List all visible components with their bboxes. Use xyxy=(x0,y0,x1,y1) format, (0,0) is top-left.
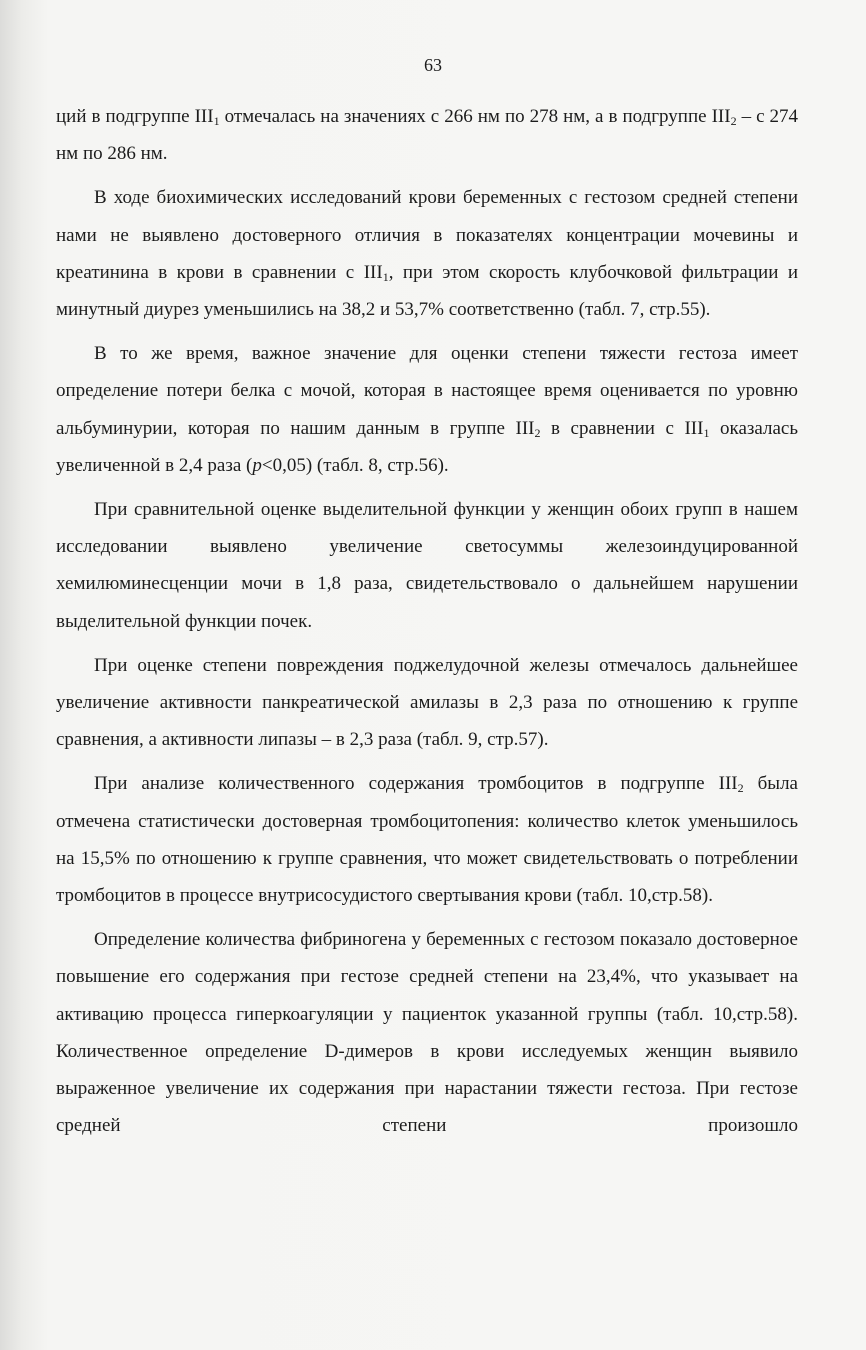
paragraph xyxy=(56,765,798,914)
italic-text: p xyxy=(252,454,262,476)
paragraph xyxy=(56,491,798,640)
text-segment: При оценке степени повреждения поджелудочной железы отмечалось дальнейшее увеличение активности панкреатической амилазы в 2,3 раза по отношению к группе сравнения, а активности липазы – в 2,3 раза (табл. 9, стр.57). xyxy=(56,654,798,751)
subscript: 1 xyxy=(213,114,220,128)
subscript: 2 xyxy=(737,781,744,796)
text-segment: в сравнении с III xyxy=(540,417,704,439)
paragraph xyxy=(56,921,798,1144)
text-segment: , при этом скорость клубочковой фильтрации и минутный диурез уменьшились на 38,2 и 53,7% соответственно (табл. 7, стр.55). xyxy=(56,261,798,321)
paragraph xyxy=(56,647,798,759)
text-segment: При сравнительной оценке выделительной функции у женщин обоих групп в нашем исследовании выявлено увеличение светосуммы железоиндуцированной хемилюминесценции мочи в 1,8 раза, свидетельствовало о дальнейшем нарушении выделительной функции почек. xyxy=(56,499,798,632)
paragraph xyxy=(56,98,798,172)
text-segment: В ходе биохимических исследований крови беременных с гестозом средней степени нами не выявлено достоверного отличия в показателях концентрации мочевины и креатинина в крови в сравнении с III xyxy=(56,187,798,283)
paragraph xyxy=(56,335,798,484)
body-text xyxy=(56,98,798,1151)
text-segment: При анализе количественного содержания тромбоцитов в подгруппе III xyxy=(94,773,738,795)
text-segment: <0,05) (табл. 8, стр.56). xyxy=(261,454,449,476)
subscript: 2 xyxy=(730,114,737,128)
text-segment: ций в подгруппе III xyxy=(56,106,214,127)
subscript: 2 xyxy=(534,425,541,440)
text-segment: – с 274 нм по 286 нм. xyxy=(56,106,799,165)
page-number: 63 xyxy=(424,55,442,75)
text-segment: В то же время, важное значение для оценки степени тяжести гестоза имеет определение потери белка с мочой, которая в настоящее время оценивается по уровню альбуминурии, которая по нашим данным в группе III xyxy=(56,343,798,439)
text-segment: отмечалась на значениях с 266 нм по 278 нм, а в подгруппе III xyxy=(219,106,731,127)
text-segment: Определение количества фибриногена у беременных с гестозом показало достоверное повышение его содержания при гестозе средней степени на 23,4%, что указывает на активацию процесса гиперкоагуляции у пациенток указанной группы (табл. 10,стр.58). Количественное определение D-димеров в крови исследуемых женщин выявило выраженное увеличение их содержания при нарастании тяжести гестоза. При гестозе средней степени произошло xyxy=(56,929,798,1137)
subscript: 1 xyxy=(382,269,389,284)
paragraph xyxy=(56,179,798,328)
text-segment: оказалась увеличенной в 2,4 раза ( xyxy=(56,417,799,476)
subscript: 1 xyxy=(703,425,710,440)
text-segment: была отмечена статистически достоверная тромбоцитопения: количество клеток уменьшилось на 15,5% по отношению к группе сравнения, что может свидетельствовать о потреблении тромбоцитов в процессе внутрисосудистого свертывания крови (табл. 10,стр.58). xyxy=(56,773,798,907)
